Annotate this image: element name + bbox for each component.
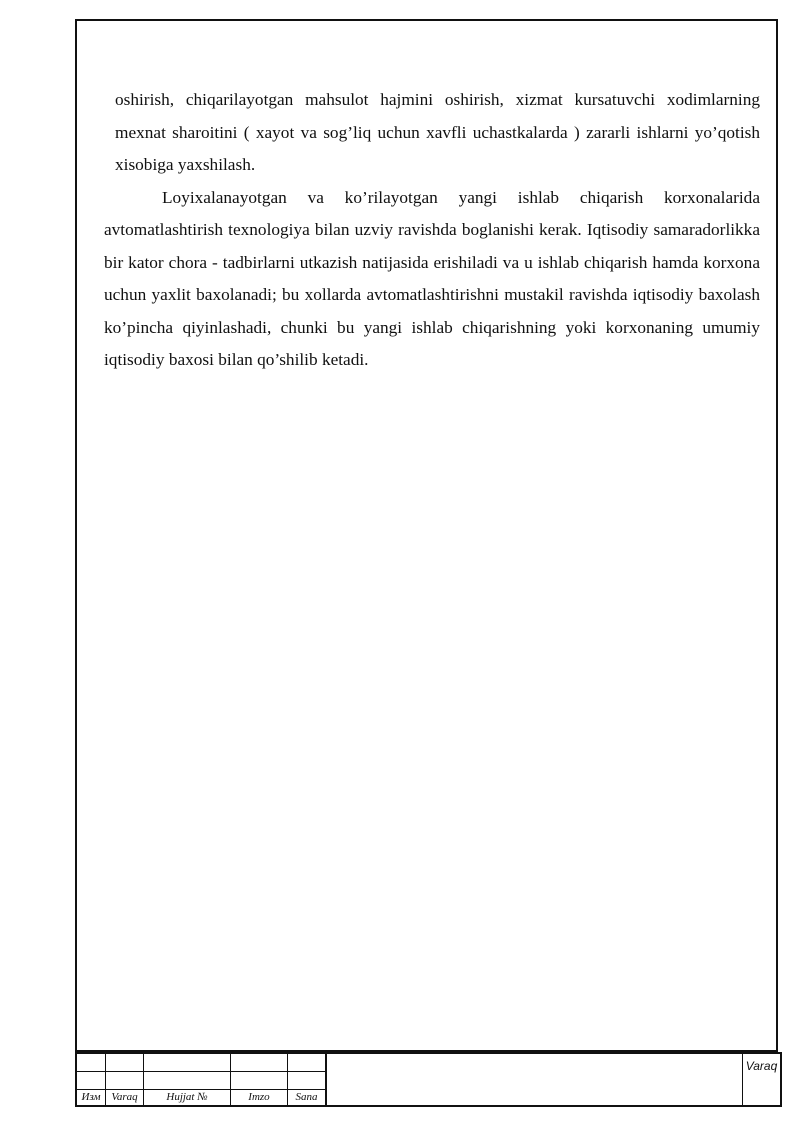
document-body [104,84,760,377]
stamp-label-imzo: Imzo [231,1089,287,1104]
stamp-col-varaq [106,1054,144,1105]
stamp-label-sana: Sana [288,1089,325,1104]
stamp-col-sana [288,1054,326,1105]
stamp-col-hujjat [144,1054,231,1105]
stamp-label-hujjat: Hujjat № [144,1089,230,1104]
paragraph-1: oshirish, chiqarilayotgan mahsulot hajmini oshirish, xizmat kursatuvchi xodimlarning mexnat sharoitini ( xayot va sog’liq uchun xavfli uchastkalarda ) zararli ishlarni yo’qotish xisobiga yaxshilash. [115,90,760,174]
sheet-number-box [742,1054,780,1105]
title-block-columns [77,1054,326,1105]
title-block [75,1052,782,1107]
stamp-label-izm: Изм [77,1089,105,1104]
stamp-label-varaq: Varaq [106,1089,143,1104]
stamp-col-izm [77,1054,106,1105]
sheet-label: Varaq [745,1059,778,1073]
stamp-col-imzo [231,1054,288,1105]
paragraph-2: Loyixalanayotgan va ko’rilayotgan yangi ishlab chiqarish korxonalarida avtomatlashtirish texnologiya bilan uzviy ravishda boglanishi kerak. Iqtisodiy samaradorlikka bir kator chora - tadbirlarni utkazish natijasida erishiladi va u ishlab chiqarish hamda korxona uchun yaxlit baxolanadi; bu xollarda avtomatlashtirishni mustakil ravishda iqtisodiy baxolash ko’pincha qiyinlashadi, chunki bu yangi ishlab chiqarishning yoki korxonaning umumiy iqtisodiy baxosi bilan qo’shilib ketadi. [104,187,760,369]
title-block-main-field [326,1054,744,1105]
